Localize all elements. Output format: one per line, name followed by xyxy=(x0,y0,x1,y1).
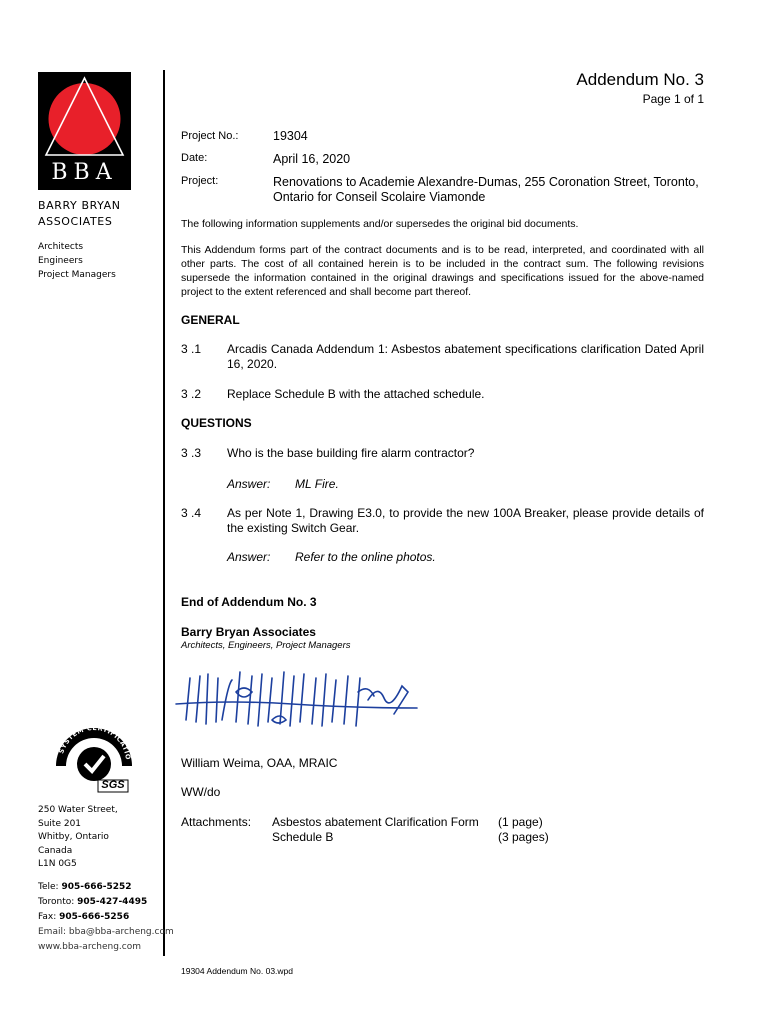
item-text: Who is the base building fire alarm contractor? xyxy=(227,446,475,460)
address-line: Canada xyxy=(38,845,73,856)
attachment-pages: (1 page) xyxy=(498,815,543,829)
intro-text: The following information supplements and/or supersedes the original bid documents. xyxy=(181,218,579,230)
initials: WW/do xyxy=(181,785,221,799)
questions-heading: QUESTIONS xyxy=(181,416,252,430)
answer-label: Answer: xyxy=(227,550,271,564)
contact-info xyxy=(38,880,174,955)
logo-letters: BBA xyxy=(51,160,118,185)
company-tagline: Architects, Engineers, Project Managers xyxy=(181,640,351,651)
address-line: 250 Water Street, xyxy=(38,805,118,815)
firm-name-line2: ASSOCIATES xyxy=(38,215,113,228)
general-heading: GENERAL xyxy=(181,313,240,327)
item-number: 3 .3 xyxy=(181,446,202,460)
project-no-label: Project No.: xyxy=(181,130,239,142)
tele-number: 905-666-5252 xyxy=(61,882,132,892)
column-divider xyxy=(163,70,165,956)
answer-value: ML Fire. xyxy=(295,477,339,491)
attachments-label: Attachments: xyxy=(181,815,252,829)
answer-label: Answer: xyxy=(227,477,271,491)
office-address xyxy=(38,804,118,872)
attachment-name: Asbestos abatement Clarification Form xyxy=(272,815,479,829)
company-name: Barry Bryan Associates xyxy=(181,625,316,639)
signer-name: William Weima, OAA, MRAIC xyxy=(181,756,338,770)
item-text: Replace Schedule B with the attached schedule. xyxy=(227,387,485,401)
footer-filename: 19304 Addendum No. 03.wpd xyxy=(181,966,294,976)
sgs-certification-badge xyxy=(52,716,136,796)
fax-row xyxy=(38,910,174,925)
project-value xyxy=(273,175,699,205)
toronto-label: Toronto: xyxy=(38,897,75,907)
services-list xyxy=(38,240,116,282)
firm-name xyxy=(38,198,121,230)
item-number: 3 .4 xyxy=(181,506,202,520)
item-number: 3 .1 xyxy=(181,342,202,356)
email-link[interactable]: bba@bba-archeng.com xyxy=(68,927,174,937)
page-number: Page 1 of 1 xyxy=(642,92,704,106)
tele-row xyxy=(38,880,174,895)
fax-label: Fax: xyxy=(38,912,57,922)
toronto-number: 905-427-4495 xyxy=(77,897,148,907)
project-line2: Ontario for Conseil Scolaire Viamonde xyxy=(273,190,486,204)
date-value: April 16, 2020 xyxy=(273,152,351,166)
project-label: Project: xyxy=(181,175,219,187)
body-paragraph: This Addendum forms part of the contract documents and is to be read, interpreted, and coordinated with all other parts. The cost of all contained herein is to be included in the contract sum. The following revisions supersede the information contained in the original drawings and specifications issued for the above-named project to the extent referenced and shall become part thereof. xyxy=(181,244,704,298)
firm-name-line1: BARRY BRYAN xyxy=(38,199,121,212)
project-line1: Renovations to Academie Alexandre-Dumas, 255 Coronation Street, Toronto, xyxy=(273,175,699,189)
item-text: As per Note 1, Drawing E3.0, to provide the new 100A Breaker, please provide details of the existing Switch Gear. xyxy=(227,506,704,535)
address-line: Whitby, Ontario xyxy=(38,832,109,842)
sgs-brand: SGS xyxy=(101,779,125,791)
signature xyxy=(172,664,422,744)
date-label: Date: xyxy=(181,152,208,164)
email-label: Email: xyxy=(38,927,67,937)
item-number: 3 .2 xyxy=(181,387,202,401)
address-line: L1N 0G5 xyxy=(38,859,77,869)
tele-label: Tele: xyxy=(38,882,59,892)
item-text: Arcadis Canada Addendum 1: Asbestos abatement specifications clarification Dated April 16, 2020. xyxy=(227,342,704,371)
document-title: Addendum No. 3 xyxy=(576,70,704,89)
address-line: Suite 201 xyxy=(38,818,82,829)
attachment-name: Schedule B xyxy=(272,830,334,844)
website-link[interactable]: www.bba-archeng.com xyxy=(38,942,142,952)
end-of-addendum: End of Addendum No. 3 xyxy=(181,595,317,609)
toronto-row xyxy=(38,895,174,910)
project-no-value: 19304 xyxy=(273,129,308,143)
email-row xyxy=(38,925,174,940)
service-item: Architects xyxy=(38,242,84,252)
fax-number: 905-666-5256 xyxy=(59,912,130,922)
bba-logo xyxy=(38,72,131,190)
answer-value: Refer to the online photos. xyxy=(295,550,436,564)
ring-text: SYSTEM CERTIFICATIO xyxy=(57,723,133,761)
attachment-pages: (3 pages) xyxy=(498,830,549,844)
service-item: Project Managers xyxy=(38,270,116,280)
service-item: Engineers xyxy=(38,256,83,266)
handwritten-signature-icon xyxy=(172,664,422,744)
